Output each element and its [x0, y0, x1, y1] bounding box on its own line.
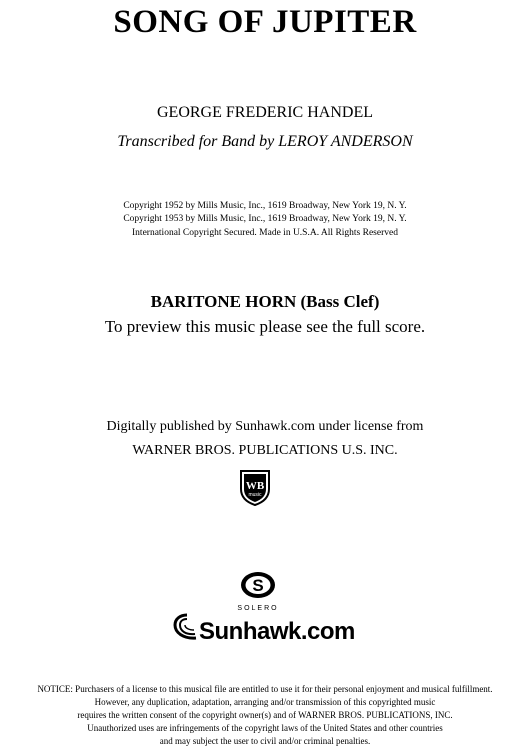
digital-publisher-line: Digitally published by Sunhawk.com under license from [106, 419, 424, 434]
solero-logo-icon [229, 568, 287, 614]
transcriber-credit: Transcribed for Band by LEROY ANDERSON [117, 133, 413, 150]
svg-text:WB: WB [245, 480, 265, 492]
instrument-part: BARITONE HORN (Bass Clef) [150, 292, 380, 311]
publisher-name: WARNER BROS. PUBLICATIONS U.S. INC. [132, 443, 398, 458]
svg-text:music: music [248, 492, 262, 498]
notice-line: Unauthorized uses are infringements of the copyright laws of the United States and other countries [87, 723, 443, 733]
copyright-line: International Copyright Secured. Made in U.S.A. All Rights Reserved [132, 228, 398, 238]
notice-line: However, any duplication, adaptation, arranging and/or transmission of this copyrighted music [94, 697, 436, 707]
notice-line: requires the written consent of the copyright owner(s) and of WARNER BROS. PUBLICATIONS, INC. [77, 710, 453, 720]
svg-text:S: S [252, 576, 264, 595]
page-title: SONG OF JUPITER [113, 4, 417, 40]
composer-name: GEORGE FREDERIC HANDEL [157, 104, 373, 121]
notice-line: NOTICE: Purchasers of a license to this musical file are entitled to use it for their personal enjoyment and musical fulfillment. [37, 684, 493, 694]
sunhawk-brand: Sunhawk.com [199, 618, 355, 645]
preview-note: To preview this music please see the full score. [104, 317, 426, 336]
warner-bros-logo-icon [235, 467, 275, 507]
solero-label: SOLERO [237, 605, 279, 612]
copyright-line: Copyright 1953 by Mills Music, Inc., 1619 Broadway, New York 19, N. Y. [123, 214, 407, 224]
copyright-line: Copyright 1952 by Mills Music, Inc., 1619 Broadway, New York 19, N. Y. [123, 201, 407, 211]
notice-line: and may subject the user to civil and/or criminal penalties. [159, 736, 371, 746]
